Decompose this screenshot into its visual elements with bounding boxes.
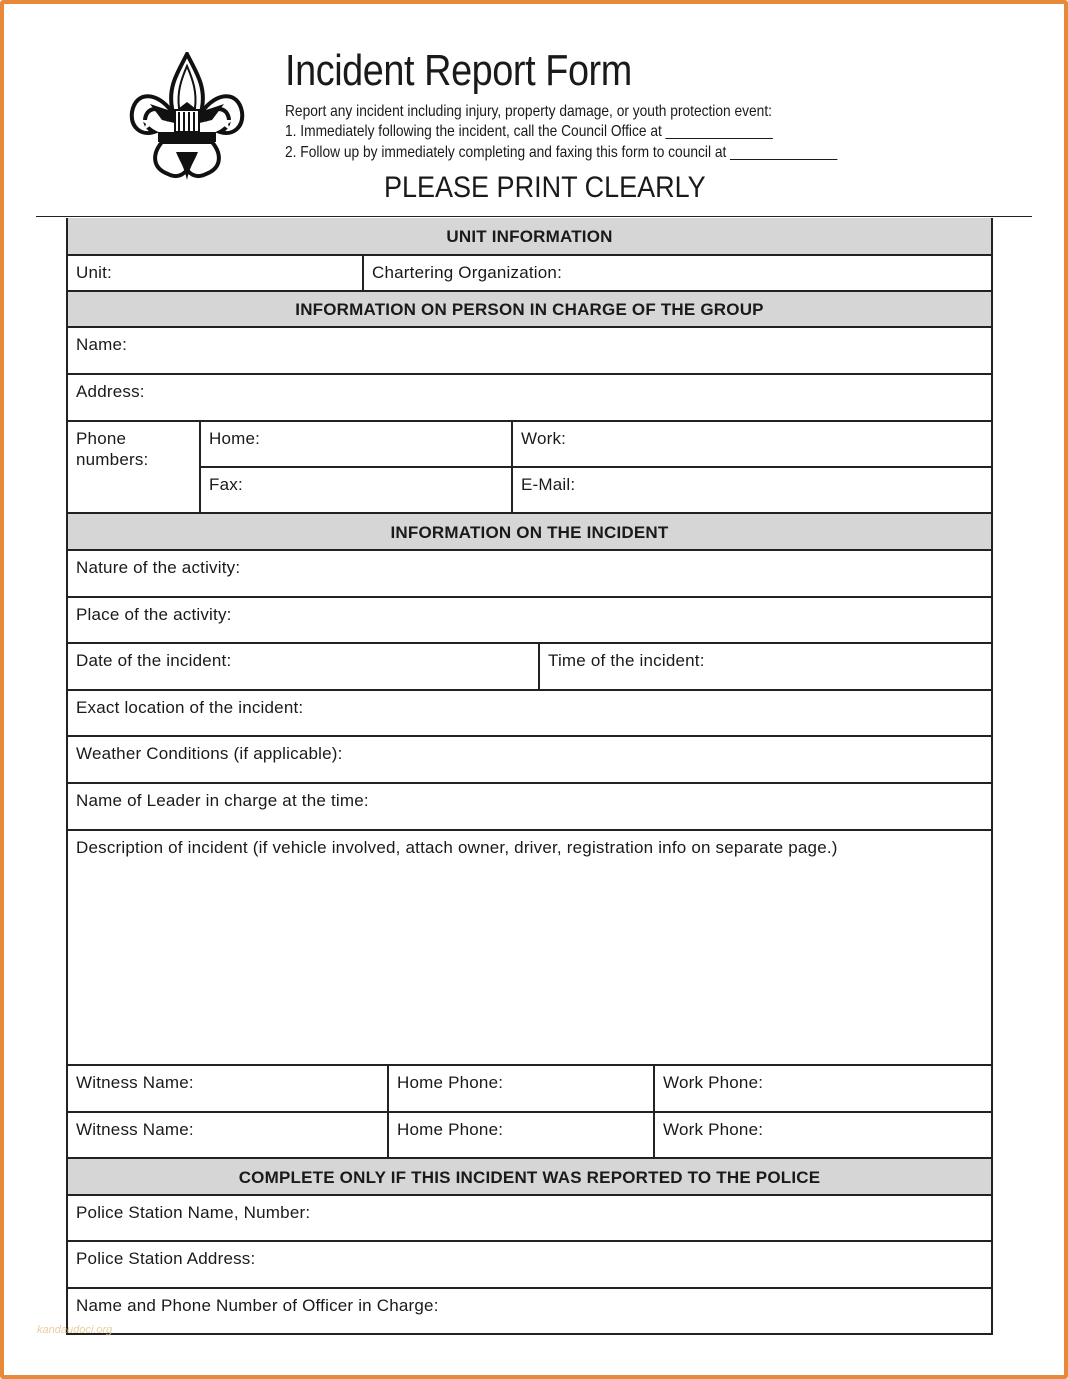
header-rule [36, 216, 1032, 217]
phone-label-line-1: Phone [76, 429, 127, 448]
witness-home-phone-label: Home Phone: [397, 1073, 504, 1092]
instruction-step-1: 1. Immediately following the incident, call the Council Office at ______________ [285, 123, 773, 140]
fax-field[interactable] [201, 468, 511, 512]
nature-label: Nature of the activity: [76, 558, 241, 577]
description-field[interactable] [68, 831, 991, 1066]
officer-label: Name and Phone Number of Officer in Charge: [76, 1296, 439, 1315]
weather-label: Weather Conditions (if applicable): [76, 744, 343, 763]
watermark: kandaudoci.org [37, 1324, 113, 1336]
police-address-label: Police Station Address: [76, 1249, 256, 1268]
witness-work-phone-field[interactable] [653, 1066, 991, 1111]
police-station-field[interactable] [68, 1196, 991, 1242]
place-field[interactable] [68, 598, 991, 644]
section-heading-police: COMPLETE ONLY IF THIS INCIDENT WAS REPORTED TO THE POLICE [68, 1159, 991, 1196]
witness-work-phone-field[interactable] [653, 1113, 991, 1157]
incident-form [66, 218, 993, 1335]
person-name-field[interactable] [68, 328, 991, 375]
phone-label-line-2: numbers: [76, 450, 149, 469]
witness-row [68, 1113, 991, 1159]
person-address-field[interactable] [68, 375, 991, 422]
instruction-step-2: 2. Follow up by immediately completing and faxing this form to council at ______________ [285, 144, 838, 161]
person-address-label: Address: [76, 382, 145, 401]
email-label: E-Mail: [521, 475, 576, 494]
witness-name-field[interactable] [68, 1113, 387, 1157]
unit-label: Unit: [76, 263, 112, 282]
witness-name-label: Witness Name: [76, 1073, 194, 1092]
location-field[interactable] [68, 691, 991, 737]
phone-numbers-label [76, 428, 148, 470]
police-address-field[interactable] [68, 1242, 991, 1289]
form-title: Incident Report Form [285, 46, 632, 95]
witness-row [68, 1066, 991, 1113]
location-label: Exact location of the incident: [76, 698, 304, 717]
home-phone-field[interactable] [201, 422, 511, 466]
nature-field[interactable] [68, 551, 991, 598]
date-time-row [68, 644, 991, 691]
chartering-org-field[interactable] [362, 256, 991, 290]
police-station-label: Police Station Name, Number: [76, 1203, 311, 1222]
leader-field[interactable] [68, 784, 991, 831]
fleur-de-lis-logo [128, 52, 246, 186]
instruction-line: Report any incident including injury, property damage, or youth protection event: [285, 103, 772, 120]
place-label: Place of the activity: [76, 605, 232, 624]
witness-home-phone-label: Home Phone: [397, 1120, 504, 1139]
person-name-label: Name: [76, 335, 128, 354]
witness-name-label: Witness Name: [76, 1120, 194, 1139]
date-field[interactable] [68, 644, 538, 689]
section-heading-unit: UNIT INFORMATION [68, 218, 991, 256]
weather-field[interactable] [68, 737, 991, 784]
work-phone-field[interactable] [513, 422, 991, 466]
phone-numbers-row [68, 422, 991, 514]
officer-field[interactable] [68, 1289, 991, 1335]
work-label: Work: [521, 429, 567, 448]
description-label: Description of incident (if vehicle involved, attach owner, driver, registration info on separate page.) [76, 838, 838, 857]
witness-home-phone-field[interactable] [387, 1066, 653, 1111]
date-label: Date of the incident: [76, 651, 232, 670]
leader-label: Name of Leader in charge at the time: [76, 791, 369, 810]
chartering-org-label: Chartering Organization: [372, 263, 563, 282]
section-heading-person: INFORMATION ON PERSON IN CHARGE OF THE GROUP [68, 292, 991, 328]
unit-field[interactable] [68, 256, 362, 290]
time-field[interactable] [538, 644, 991, 689]
witness-work-phone-label: Work Phone: [663, 1120, 764, 1139]
email-field[interactable] [513, 468, 991, 512]
phone-grid [199, 422, 991, 512]
witness-work-phone-label: Work Phone: [663, 1073, 764, 1092]
witness-name-field[interactable] [68, 1066, 387, 1111]
fax-label: Fax: [209, 475, 243, 494]
witness-home-phone-field[interactable] [387, 1113, 653, 1157]
phone-numbers-label-cell [68, 422, 199, 512]
print-clearly-notice: PLEASE PRINT CLEARLY [384, 171, 706, 204]
unit-row [68, 256, 991, 292]
time-label: Time of the incident: [548, 651, 705, 670]
home-label: Home: [209, 429, 261, 448]
section-heading-incident: INFORMATION ON THE INCIDENT [68, 514, 991, 551]
